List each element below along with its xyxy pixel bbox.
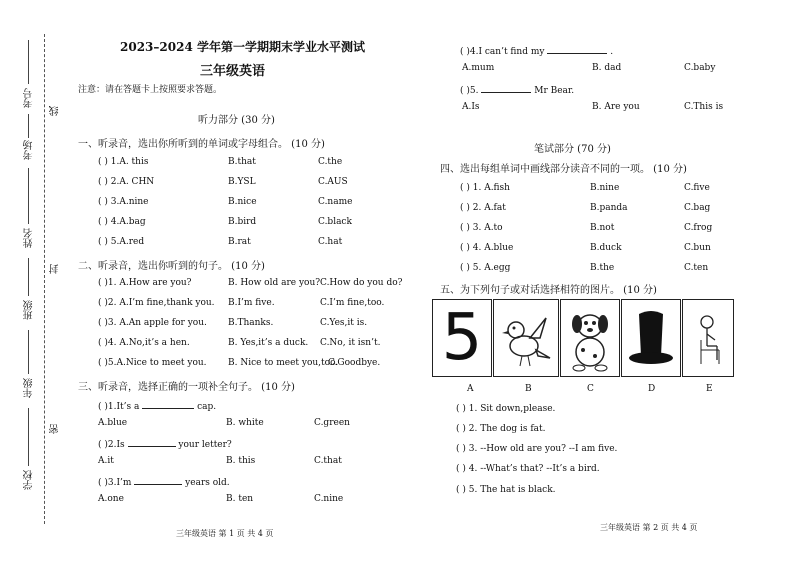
q4-item-5-a: ( ) 5. A.egg <box>460 263 511 273</box>
footer-page-right: 三年级英语 第 2 页 共 4 页 <box>600 523 698 532</box>
side-label-class: 班级 <box>24 300 35 320</box>
picture-digit: 5 <box>441 301 483 375</box>
q2-item-5-c: C.Goodbye. <box>328 358 381 368</box>
answer-blank <box>128 437 176 447</box>
q1-item-2-a: ( ) 2.A. CHN <box>98 177 155 187</box>
q2-item-3-b: B.Thanks. <box>228 318 274 328</box>
dog-icon <box>561 300 619 376</box>
q4-item-3-b: B.not <box>590 223 615 233</box>
side-label-grade: 年级 <box>24 378 35 398</box>
answer-blank <box>142 399 194 409</box>
q1-item-1-a: ( ) 1.A. this <box>98 157 149 167</box>
q4-item-4-b: B.duck <box>590 243 622 253</box>
q4-item-1-c: C.five <box>684 183 710 193</box>
picture-d-hat <box>621 299 681 377</box>
q2-item-5-b: B. Nice to meet you,too. <box>228 358 339 368</box>
q3-item-5-c: C.This is <box>684 102 724 112</box>
q2-item-5-a: ( )5.A.Nice to meet you. <box>98 358 207 368</box>
q3-item-3-stem: ( )3.I’m years old. <box>98 475 230 488</box>
q3-item-1-stem: ( )1.It’s a cap. <box>98 399 216 412</box>
q4-item-1-a: ( ) 1. A.fish <box>460 183 510 193</box>
q2-item-1-a: ( )1. A.How are you? <box>98 278 192 288</box>
q2-item-1-b: B. How old are you? <box>228 278 321 288</box>
q5-heading: 五、为下列句子或对话选择相符的图片。 (10 分) <box>440 285 657 296</box>
sitting-person-icon <box>683 300 733 376</box>
q1-item-1-b: B.that <box>228 157 256 167</box>
side-label-exam-room: 考场 <box>24 140 35 160</box>
side-blank-line <box>28 168 29 224</box>
side-label-feng: 封 <box>50 264 61 274</box>
q2-item-2-c: C.I’m fine,too. <box>320 298 385 308</box>
side-blank-line <box>28 114 29 138</box>
q5-item-1: ( ) 1. Sit down,please. <box>456 404 556 414</box>
q1-item-4-b: B.bird <box>228 217 257 227</box>
q2-item-4-c: C.No, it isn’t. <box>320 338 381 348</box>
q1-item-5-c: C.hat <box>318 237 343 247</box>
side-label-name: 姓名 <box>24 228 35 248</box>
q5-item-5: ( ) 5. The hat is black. <box>456 485 556 495</box>
picture-b-bird <box>493 299 559 377</box>
q5-item-4: ( ) 4. --What’s that? --It’s a bird. <box>456 464 600 474</box>
q5-item-2: ( ) 2. The dog is fat. <box>456 424 546 434</box>
q3-item-5-a: A.Is <box>462 102 480 112</box>
q4-item-4-c: C.bun <box>684 243 711 253</box>
q2-item-3-c: C.Yes,it is. <box>320 318 368 328</box>
q1-item-2-c: C.AUS <box>318 177 348 187</box>
side-label-mi: 密 <box>50 424 61 434</box>
q1-item-4-c: C.black <box>318 217 352 227</box>
q3-item-1-a: A.blue <box>98 418 128 428</box>
answer-blank <box>547 44 607 54</box>
picture-a-number <box>432 299 492 377</box>
exam-note: 注意：请在答题卡上按照要求答题。 <box>78 85 223 95</box>
picture-label-c: C <box>587 384 594 394</box>
q3-item-4-a: A.mum <box>462 63 495 73</box>
side-blank-line <box>28 40 29 84</box>
q4-item-1-b: B.nine <box>590 183 620 193</box>
q4-item-5-b: B.the <box>590 263 615 273</box>
q2-item-4-b: B. Yes,it’s a duck. <box>228 338 309 348</box>
picture-e-sitting-person <box>682 299 734 377</box>
q3-item-4-c: C.baby <box>684 63 716 73</box>
picture-c-dog <box>560 299 620 377</box>
binding-line <box>44 34 45 524</box>
picture-label-b: B <box>525 384 532 394</box>
q1-item-4-a: ( ) 4.A.bag <box>98 217 146 227</box>
side-label-school: 学校 <box>24 470 35 490</box>
q1-item-1-c: C.the <box>318 157 343 167</box>
q3-item-4-b: B. dad <box>592 63 622 73</box>
q4-item-3-c: C.frog <box>684 223 713 233</box>
side-label-exam-number: 考号 <box>24 88 35 108</box>
side-blank-line <box>28 330 29 374</box>
top-hat-icon <box>622 300 680 376</box>
q2-item-2-b: B.I’m five. <box>228 298 275 308</box>
q4-item-2-b: B.panda <box>590 203 628 213</box>
side-label-xian: 线 <box>50 106 61 116</box>
picture-label-e: E <box>706 384 713 394</box>
q3-item-3-c: C.nine <box>314 494 344 504</box>
q3-item-2-a: A.it <box>98 456 114 466</box>
q4-item-4-a: ( ) 4. A.blue <box>460 243 514 253</box>
q1-item-3-c: C.name <box>318 197 353 207</box>
q4-item-2-a: ( ) 2. A.fat <box>460 203 506 213</box>
q3-item-3-a: A.one <box>98 494 124 504</box>
q3-heading: 三、听录音，选择正确的一项补全句子。 (10 分) <box>78 382 295 393</box>
q1-item-5-b: B.rat <box>228 237 251 247</box>
q2-item-3-a: ( )3. A.An apple for you. <box>98 318 207 328</box>
q1-item-5-a: ( ) 5.A.red <box>98 237 145 247</box>
picture-label-a: A <box>467 384 474 394</box>
picture-label-d: D <box>648 384 656 394</box>
q3-item-2-stem: ( )2.Is your letter? <box>98 437 232 450</box>
q1-item-2-b: B.YSL <box>228 177 256 187</box>
q1-item-3-b: B.nice <box>228 197 257 207</box>
q3-item-1-c: C.green <box>314 418 350 428</box>
q3-item-1-b: B. white <box>226 418 264 428</box>
q3-item-5-b: B. Are you <box>592 102 640 112</box>
q3-item-3-b: B. ten <box>226 494 254 504</box>
q1-item-3-a: ( ) 3.A.nine <box>98 197 149 207</box>
q1-heading: 一、听录音，选出你所听到的单词或字母组合。 (10 分) <box>78 139 325 150</box>
bird-icon <box>494 300 558 376</box>
q2-item-1-c: C.How do you do? <box>320 278 403 288</box>
q3-item-5-stem: ( )5. Mr Bear. <box>460 83 574 96</box>
written-header: 笔试部分 (70 分) <box>534 144 611 155</box>
answer-blank <box>481 83 531 93</box>
q2-item-2-a: ( )2. A.I’m fine,thank you. <box>98 298 215 308</box>
q4-item-3-a: ( ) 3. A.to <box>460 223 503 233</box>
exam-subtitle: 三年级英语 <box>200 64 266 79</box>
q4-item-2-c: C.bag <box>684 203 711 213</box>
q4-heading: 四、选出每组单词中画线部分读音不同的一项。 (10 分) <box>440 164 687 175</box>
exam-title: 2023–2024 学年第一学期期末学业水平测试 <box>120 40 365 54</box>
side-blank-line <box>28 408 29 466</box>
q2-heading: 二、听录音，选出你听到的句子。 (10 分) <box>78 261 265 272</box>
listening-header: 听力部分 (30 分) <box>198 115 275 126</box>
footer-page-left: 三年级英语 第 1 页 共 4 页 <box>176 529 274 538</box>
q2-item-4-a: ( )4. A.No,it’s a hen. <box>98 338 190 348</box>
q3-item-2-b: B. this <box>226 456 256 466</box>
side-blank-line <box>28 258 29 296</box>
answer-blank <box>134 475 182 485</box>
q4-item-5-c: C.ten <box>684 263 709 273</box>
q3-item-2-c: C.that <box>314 456 342 466</box>
q3-item-4-stem: ( )4.I can’t find my . <box>460 44 613 57</box>
q5-item-3: ( ) 3. --How old are you? --I am five. <box>456 444 618 454</box>
